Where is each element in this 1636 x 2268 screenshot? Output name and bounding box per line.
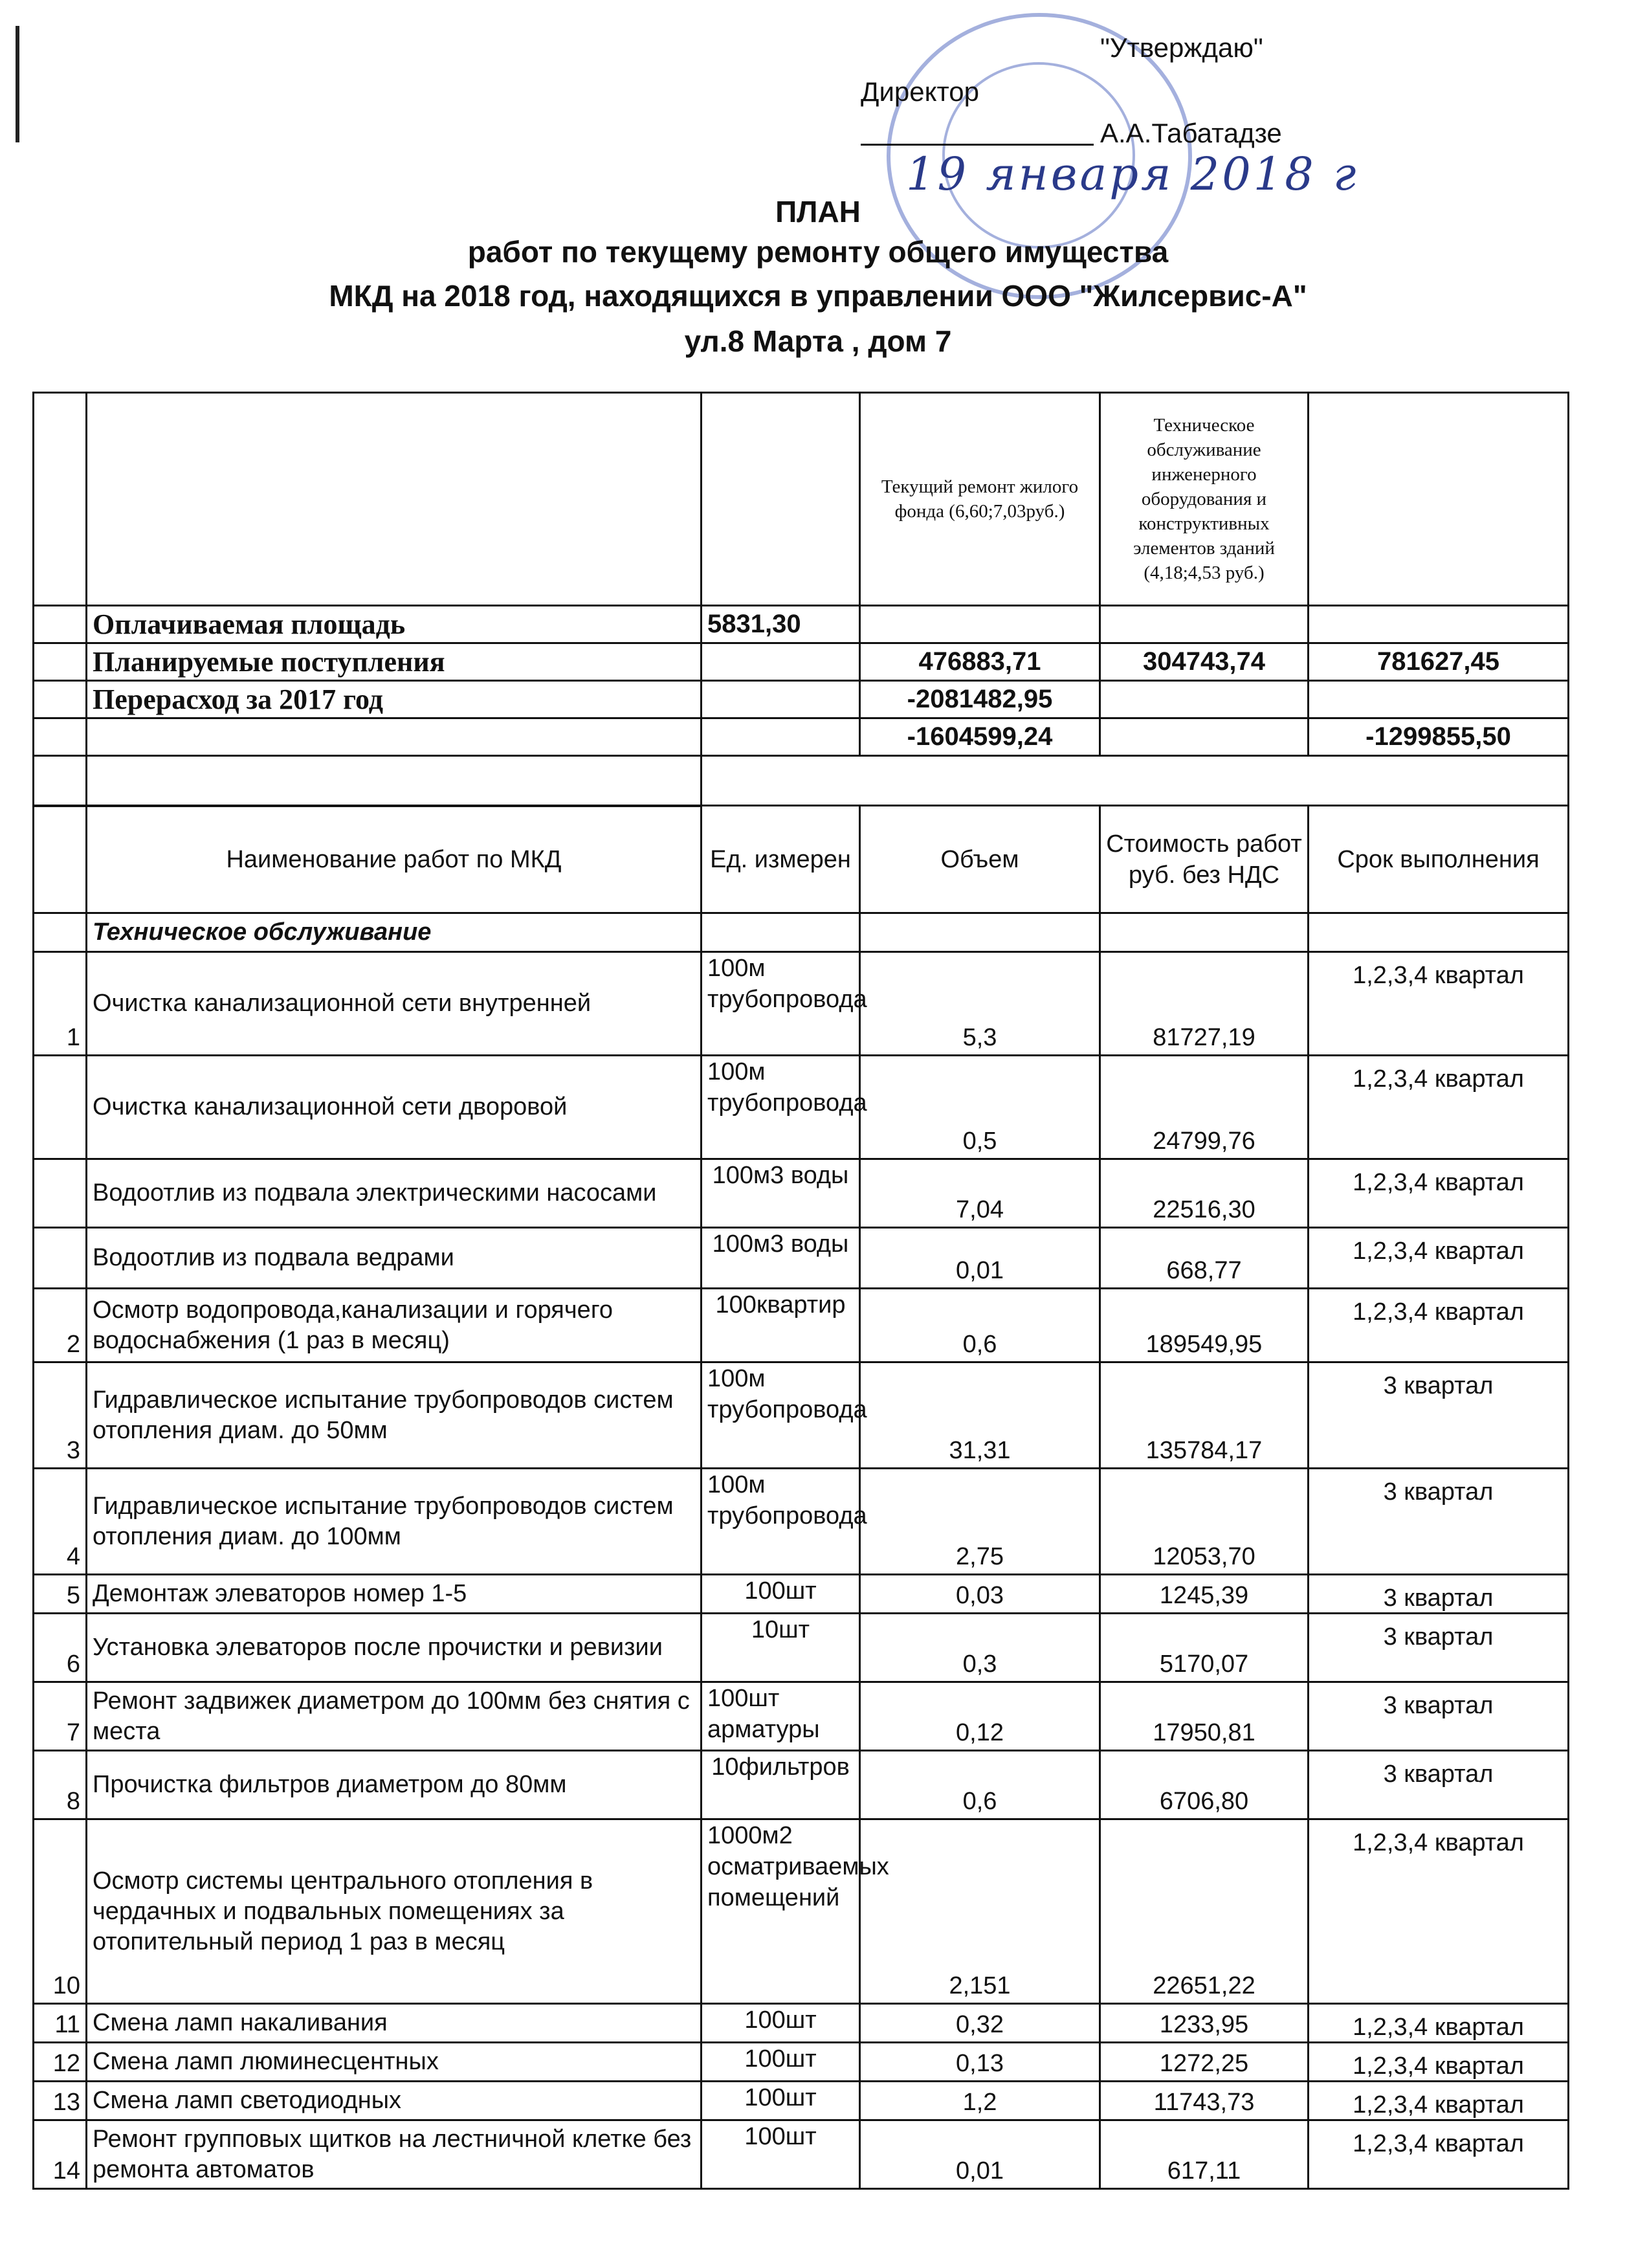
director-label: Директор	[861, 76, 979, 107]
col-name-header: Наименование работ по МКД	[87, 806, 702, 913]
work-unit: 100шт арматуры	[702, 1682, 860, 1751]
summary-total	[1309, 681, 1569, 718]
work-name: Осмотр водопровода,канализации и горячего водоснабжения (1 раз в месяц)	[87, 1289, 702, 1362]
doc-address: ул.8 Марта , дом 7	[684, 324, 952, 358]
work-row	[34, 1289, 1569, 1362]
work-cost: 17950,81	[1100, 1682, 1309, 1751]
work-unit: 100шт	[702, 1575, 860, 1614]
work-volume: 0,5	[860, 1056, 1100, 1159]
summary-area	[702, 681, 860, 718]
work-num: 1	[34, 952, 87, 1056]
summary-repair: -1604599,24	[860, 718, 1100, 756]
work-term: 1,2,3,4 квартал	[1309, 2043, 1569, 2082]
summary-num	[34, 643, 87, 681]
work-name: Водоотлив из подвала электрическими насосами	[87, 1159, 702, 1228]
work-row	[34, 2120, 1569, 2189]
work-row	[34, 2082, 1569, 2120]
work-num: 14	[34, 2120, 87, 2189]
signature-line	[861, 144, 1094, 146]
work-term: 1,2,3,4 квартал	[1309, 1819, 1569, 2004]
work-row	[34, 1056, 1569, 1159]
work-term: 1,2,3,4 квартал	[1309, 1228, 1569, 1289]
work-name: Очистка канализационной сети дворовой	[87, 1056, 702, 1159]
work-unit: 10фильтров	[702, 1751, 860, 1819]
work-volume: 0,3	[860, 1614, 1100, 1682]
work-volume: 0,12	[860, 1682, 1100, 1751]
work-volume: 5,3	[860, 952, 1100, 1056]
work-name: Ремонт групповых щитков на лестничной клетке без ремонта автоматов	[87, 2120, 702, 2189]
work-term: 3 квартал	[1309, 1614, 1569, 1682]
summary-header-row	[34, 393, 1569, 606]
director-name: А.А.Табатадзе	[1100, 118, 1282, 148]
spacer-row	[34, 756, 1569, 806]
works-header-row	[34, 806, 1569, 913]
work-unit: 100шт	[702, 2004, 860, 2043]
summary-repair	[860, 606, 1100, 643]
work-unit: 10шт	[702, 1614, 860, 1682]
work-cost: 12053,70	[1100, 1469, 1309, 1575]
work-row	[34, 2043, 1569, 2082]
works-table	[32, 805, 1569, 2190]
col-volume-header: Объем	[860, 806, 1100, 913]
section-row	[34, 913, 1569, 952]
work-row	[34, 1469, 1569, 1575]
work-num: 7	[34, 1682, 87, 1751]
work-volume: 2,151	[860, 1819, 1100, 2004]
work-unit: 100шт	[702, 2082, 860, 2120]
work-name: Гидравлическое испытание трубопроводов систем отопления диам. до 50мм	[87, 1362, 702, 1469]
work-term: 3 квартал	[1309, 1575, 1569, 1614]
work-name: Гидравлическое испытание трубопроводов систем отопления диам. до 100мм	[87, 1469, 702, 1575]
work-term: 1,2,3,4 квартал	[1309, 2004, 1569, 2043]
work-unit: 100м3 воды	[702, 1159, 860, 1228]
work-unit: 100м трубопровода	[702, 1469, 860, 1575]
summary-total: -1299855,50	[1309, 718, 1569, 756]
work-cost: 1272,25	[1100, 2043, 1309, 2082]
work-cost: 1233,95	[1100, 2004, 1309, 2043]
work-name: Осмотр системы центрального отопления в чердачных и подвальных помещениях за отопительный период 1 раз в месяц	[87, 1819, 702, 2004]
work-unit: 100м трубопровода	[702, 952, 860, 1056]
work-unit: 100м3 воды	[702, 1228, 860, 1289]
work-name: Установка элеваторов после прочистки и ревизии	[87, 1614, 702, 1682]
work-cost: 24799,76	[1100, 1056, 1309, 1159]
work-unit: 1000м2 осматриваемых помещений	[702, 1819, 860, 2004]
work-cost: 22651,22	[1100, 1819, 1309, 2004]
work-num	[34, 1228, 87, 1289]
work-cost: 6706,80	[1100, 1751, 1309, 1819]
work-term: 3 квартал	[1309, 1362, 1569, 1469]
work-row	[34, 2004, 1569, 2043]
work-term: 3 квартал	[1309, 1682, 1569, 1751]
summary-label	[87, 718, 702, 756]
work-num: 5	[34, 1575, 87, 1614]
section-cell	[702, 913, 860, 952]
work-name: Очистка канализационной сети внутренней	[87, 952, 702, 1056]
section-cell	[1100, 913, 1309, 952]
work-unit: 100м трубопровода	[702, 1362, 860, 1469]
work-cost: 668,77	[1100, 1228, 1309, 1289]
section-cell	[1309, 913, 1569, 952]
section-title: Техническое обслуживание	[87, 913, 702, 952]
section-cell	[860, 913, 1100, 952]
work-volume: 0,6	[860, 1751, 1100, 1819]
work-name: Смена ламп светодиодных	[87, 2082, 702, 2120]
work-term: 1,2,3,4 квартал	[1309, 952, 1569, 1056]
work-name: Водоотлив из подвала ведрами	[87, 1228, 702, 1289]
work-cost: 1245,39	[1100, 1575, 1309, 1614]
summary-row	[34, 718, 1569, 756]
approve-label: "Утверждаю"	[1100, 32, 1263, 63]
work-volume: 0,6	[860, 1289, 1100, 1362]
work-volume: 1,2	[860, 2082, 1100, 2120]
work-num: 4	[34, 1469, 87, 1575]
summary-total	[1309, 606, 1569, 643]
work-row	[34, 1575, 1569, 1614]
summary-num	[34, 718, 87, 756]
work-term: 1,2,3,4 квартал	[1309, 2120, 1569, 2189]
summary-body	[34, 606, 1569, 756]
work-unit: 100м трубопровода	[702, 1056, 860, 1159]
summary-row	[34, 643, 1569, 681]
work-volume: 0,13	[860, 2043, 1100, 2082]
col-term-header: Срок выполнения	[1309, 806, 1569, 913]
work-num: 11	[34, 2004, 87, 2043]
summary-service	[1100, 606, 1309, 643]
work-cost: 11743,73	[1100, 2082, 1309, 2120]
work-cost: 81727,19	[1100, 952, 1309, 1056]
work-volume: 31,31	[860, 1362, 1100, 1469]
work-name: Прочистка фильтров диаметром до 80мм	[87, 1751, 702, 1819]
work-num: 3	[34, 1362, 87, 1469]
summary-service: 304743,74	[1100, 643, 1309, 681]
summary-header-label	[87, 393, 702, 606]
summary-num	[34, 681, 87, 718]
works-header-num	[34, 806, 87, 913]
work-row	[34, 952, 1569, 1056]
work-volume: 2,75	[860, 1469, 1100, 1575]
work-term: 1,2,3,4 квартал	[1309, 1289, 1569, 1362]
work-row	[34, 1751, 1569, 1819]
summary-label: Планируемые поступления	[87, 643, 702, 681]
summary-header-area	[702, 393, 860, 606]
summary-row	[34, 606, 1569, 643]
work-unit: 100шт	[702, 2120, 860, 2189]
work-cost: 135784,17	[1100, 1362, 1309, 1469]
work-volume: 0,32	[860, 2004, 1100, 2043]
spacer-label	[87, 756, 702, 806]
work-cost: 189549,95	[1100, 1289, 1309, 1362]
work-term: 3 квартал	[1309, 1751, 1569, 1819]
work-row	[34, 1682, 1569, 1751]
work-num: 6	[34, 1614, 87, 1682]
col-cost-header: Стоимость работ руб. без НДС	[1100, 806, 1309, 913]
works-body	[34, 952, 1569, 2189]
summary-header-num	[34, 393, 87, 606]
summary-area	[702, 643, 860, 681]
work-unit: 100квартир	[702, 1289, 860, 1362]
work-cost: 22516,30	[1100, 1159, 1309, 1228]
summary-repair: -2081482,95	[860, 681, 1100, 718]
work-term: 1,2,3,4 квартал	[1309, 1056, 1569, 1159]
work-term: 1,2,3,4 квартал	[1309, 2082, 1569, 2120]
work-row	[34, 1228, 1569, 1289]
work-row	[34, 1614, 1569, 1682]
work-num: 10	[34, 1819, 87, 2004]
col-current-repair: Текущий ремонт жилого фонда (6,60;7,03руб.)	[860, 393, 1100, 606]
summary-area	[702, 718, 860, 756]
work-cost: 617,11	[1100, 2120, 1309, 2189]
work-row	[34, 1819, 1569, 2004]
spacer-num	[34, 756, 87, 806]
work-unit: 100шт	[702, 2043, 860, 2082]
handwritten-date: 19 января 2018 г	[906, 148, 1359, 201]
col-tech-service: Техническое обслуживание инженерного оборудования и конструктивных элементов зданий (4,18;4,53 руб.)	[1100, 393, 1309, 606]
summary-area: 5831,30	[702, 606, 860, 643]
doc-subtitle-2: МКД на 2018 год, находящихся в управлении ООО "Жилсервис-А"	[329, 279, 1307, 313]
work-volume: 7,04	[860, 1159, 1100, 1228]
spacer-rest	[702, 756, 1569, 806]
summary-row	[34, 681, 1569, 718]
work-num	[34, 1056, 87, 1159]
doc-title: ПЛАН	[775, 195, 861, 228]
summary-label: Оплачиваемая площадь	[87, 606, 702, 643]
summary-num	[34, 606, 87, 643]
summary-total: 781627,45	[1309, 643, 1569, 681]
work-volume: 0,01	[860, 2120, 1100, 2189]
work-name: Ремонт задвижек диаметром до 100мм без снятия с места	[87, 1682, 702, 1751]
section-num	[34, 913, 87, 952]
work-volume: 0,03	[860, 1575, 1100, 1614]
work-row	[34, 1362, 1569, 1469]
summary-table	[32, 392, 1569, 807]
summary-service	[1100, 681, 1309, 718]
work-row	[34, 1159, 1569, 1228]
work-volume: 0,01	[860, 1228, 1100, 1289]
summary-repair: 476883,71	[860, 643, 1100, 681]
scan-edge-mark	[16, 26, 19, 142]
work-name: Смена ламп накаливания	[87, 2004, 702, 2043]
work-term: 3 квартал	[1309, 1469, 1569, 1575]
work-term: 1,2,3,4 квартал	[1309, 1159, 1569, 1228]
work-cost: 5170,07	[1100, 1614, 1309, 1682]
work-name: Смена ламп люминесцентных	[87, 2043, 702, 2082]
work-name: Демонтаж элеваторов номер 1-5	[87, 1575, 702, 1614]
work-num: 8	[34, 1751, 87, 1819]
summary-label: Перерасход за 2017 год	[87, 681, 702, 718]
summary-header-total	[1309, 393, 1569, 606]
col-unit-header: Ед. измерен	[702, 806, 860, 913]
doc-subtitle-1: работ по текущему ремонту общего имущества	[467, 235, 1169, 269]
work-num: 2	[34, 1289, 87, 1362]
summary-service	[1100, 718, 1309, 756]
work-num	[34, 1159, 87, 1228]
work-num: 13	[34, 2082, 87, 2120]
work-num: 12	[34, 2043, 87, 2082]
